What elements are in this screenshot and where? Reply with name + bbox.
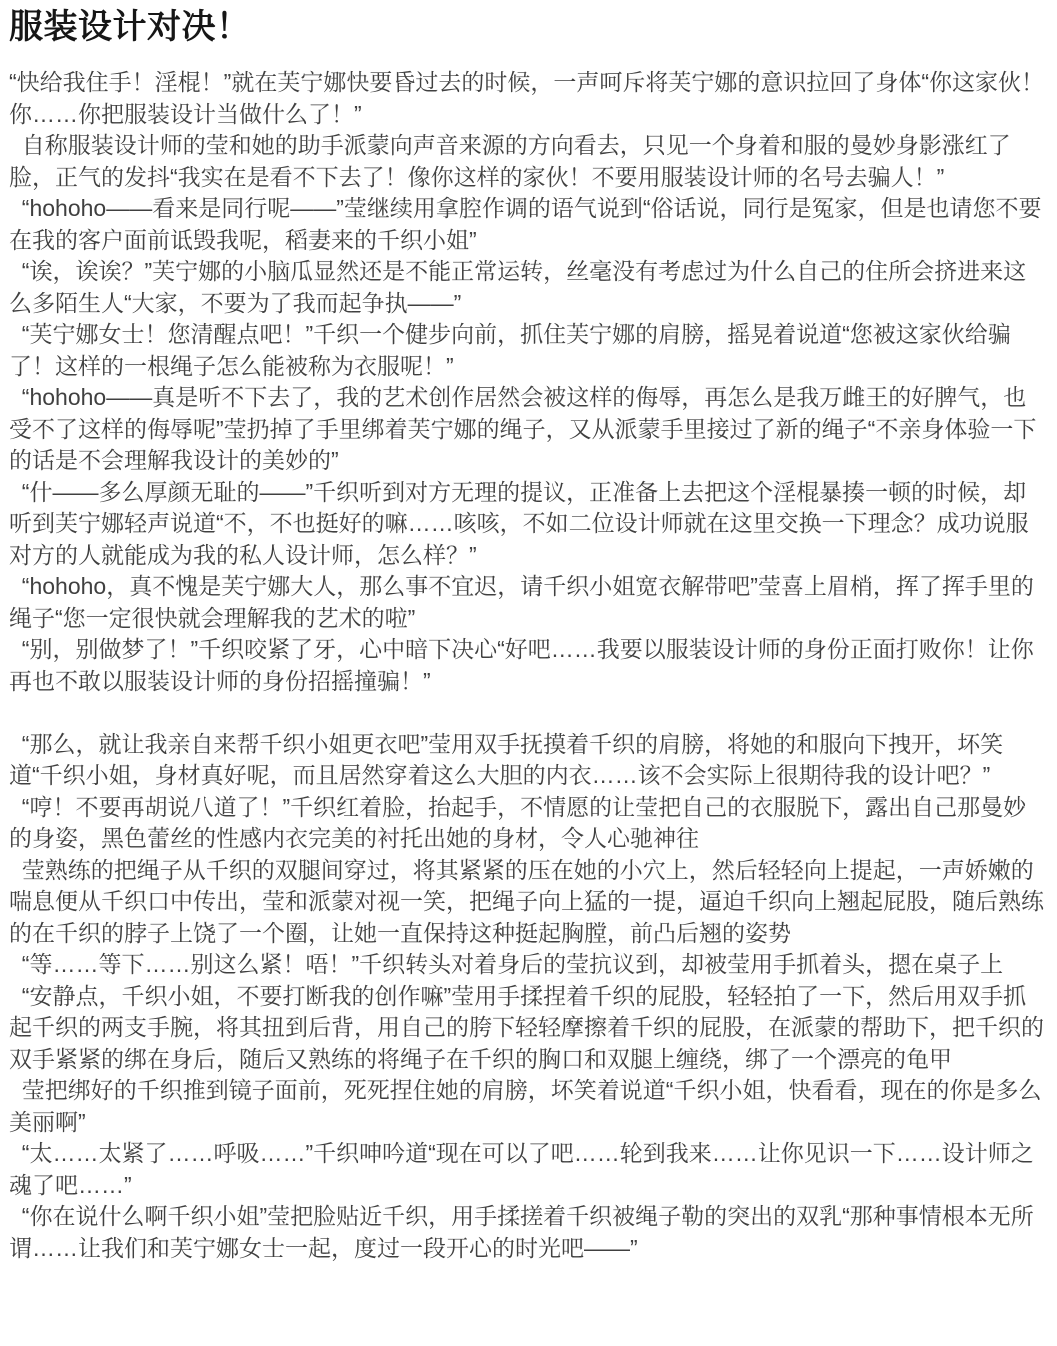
paragraph-spacer — [9, 697, 1048, 729]
story-paragraph: “hohoho——真是听不下去了，我的艺术创作居然会被这样的侮辱，再怎么是我万雌王的好脾气，也受不了这样的侮辱呢”莹扔掉了手里绑着芙宁娜的绳子，又从派蒙手里接过了新的绳子“不亲身体验一下的话是不会理解我设计的美妙的” — [9, 384, 1037, 473]
story-paragraph: “安静点，千织小姐，不要打断我的创作嘛”莹用手揉捏着千织的屁股，轻轻拍了一下，然后用双手抓起千织的两支手腕，将其扭到后背，用自己的胯下轻轻摩擦着千织的屁股，在派蒙的帮助下，把千织的双手紧紧的绑在身后，随后又熟练的将绳子在千织的胸口和双腿上缠绕，绑了一个漂亮的龟甲 — [9, 982, 1044, 1072]
story-paragraph: 莹把绑好的千织推到镜子面前，死死捏住她的肩膀，坏笑着说道“千织小姐，快看看，现在的你是多么美丽啊” — [9, 1077, 1042, 1135]
story-paragraph: “hohoho，真不愧是芙宁娜大人，那么事不宜迟，请千织小姐宽衣解带吧”莹喜上眉梢，挥了挥手里的绳子“您一定很快就会理解我的艺术的啦” — [9, 573, 1034, 631]
story-paragraph: “什——多么厚颜无耻的——”千织听到对方无理的提议，正准备上去把这个淫棍暴揍一顿的时候，却听到芙宁娜轻声说道“不，不也挺好的嘛……咳咳，不如二位设计师就在这里交换一下理念？成功说服对方的人就能成为我的私人设计师，怎么样？” — [9, 478, 1029, 568]
story-paragraph: “太……太紧了……呼吸……”千织呻吟道“现在可以了吧……轮到我来……让你见识一下……设计师之魂了吧……” — [9, 1140, 1034, 1198]
story-paragraph: “hohoho——看来是同行呢——”莹继续用拿腔作调的语气说到“俗话说，同行是冤家，但是也请您不要在我的客户面前诋毁我呢，稻妻来的千织小姐” — [9, 195, 1042, 253]
story-paragraph: “那么，就让我亲自来帮千织小姐更衣吧”莹用双手抚摸着千织的肩膀，将她的和服向下拽开，坏笑道“千织小姐，身材真好呢，而且居然穿着这么大胆的内衣……该不会实际上很期待我的设计吧？” — [9, 730, 1004, 788]
story-paragraph: “哼！不要再胡说八道了！”千织红着脸，抬起手，不情愿的让莹把自己的衣服脱下，露出自己那曼妙的身姿，黑色蕾丝的性感内衣完美的衬托出她的身材，令人心驰神往 — [9, 793, 1027, 851]
story-paragraph: “别，别做梦了！”千织咬紧了牙，心中暗下决心“好吧……我要以服装设计师的身份正面打败你！让你再也不敢以服装设计师的身份招摇撞骗！” — [9, 636, 1034, 694]
story-paragraph: 莹熟练的把绳子从千织的双腿间穿过，将其紧紧的压在她的小穴上，然后轻轻向上提起，一声娇嫩的喘息便从千织口中传出，莹和派蒙对视一笑，把绳子向上猛的一提，逼迫千织向上翘起屁股，随后熟练的在千织的脖子上饶了一个圈，让她一直保持这种挺起胸膛，前凸后翘的姿势 — [9, 856, 1044, 946]
story-paragraph: “快给我住手！淫棍！”就在芙宁娜快要昏过去的时候，一声呵斥将芙宁娜的意识拉回了身体“你这家伙！你……你把服装设计当做什么了！” — [9, 69, 1044, 127]
story-paragraph: “等……等下……别这么紧！唔！”千织转头对着身后的莹抗议到，却被莹用手抓着头，摁在桌子上 — [9, 951, 1004, 977]
story-paragraph: 自称服装设计师的莹和她的助手派蒙向声音来源的方向看去，只见一个身着和服的曼妙身影涨红了脸，正气的发抖“我实在是看不下去了！像你这样的家伙！不要用服装设计师的名号去骗人！” — [9, 132, 1011, 190]
story-paragraph: “你在说什么啊千织小姐”莹把脸贴近千织，用手揉搓着千织被绳子勒的突出的双乳“那种事情根本无所谓……让我们和芙宁娜女士一起，度过一段开心的时光吧——” — [9, 1203, 1034, 1261]
story-paragraph: “芙宁娜女士！您清醒点吧！”千织一个健步向前，抓住芙宁娜的肩膀，摇晃着说道“您被这家伙给骗了！这样的一根绳子怎么能被称为衣服呢！” — [9, 321, 1011, 379]
article-body — [9, 67, 1048, 1264]
story-paragraph: “诶，诶诶？”芙宁娜的小脑瓜显然还是不能正常运转，丝毫没有考虑过为什么自己的住所会挤进来这么多陌生人“大家，不要为了我而起争执——” — [9, 258, 1027, 316]
page-title: 服装设计对决！ — [9, 8, 251, 46]
